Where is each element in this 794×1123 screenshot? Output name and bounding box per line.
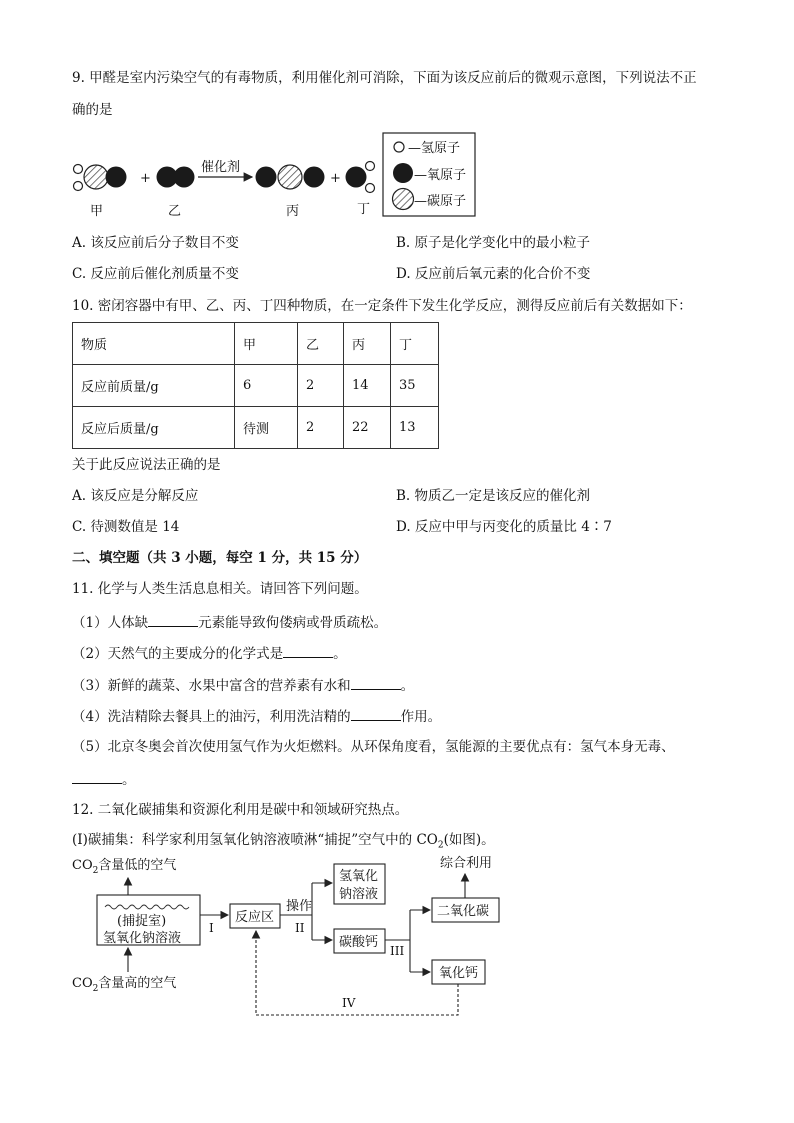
table-cell: 13 [391,407,439,449]
q11-part3: （3）新鲜的蔬菜、水果中富含的营养素有水和 。 [72,675,414,695]
label-jia: 甲 [90,204,104,219]
q11-part5-end: 。 [72,769,136,789]
q10-option-a: A. 该反应是分解反应 [72,488,199,504]
legend-oxygen: —氧原子 [414,168,467,183]
naoh-line2: 钠溶液 [339,887,379,902]
table-cell: 2 [298,407,344,449]
q10-option-c: C. 待测数值是 14 [72,519,180,535]
q9-option-d: D. 反应前后氧元素的化合价不变 [396,266,591,282]
operation-label: 操作 [286,899,313,914]
catalyst-label: 催化剂 [201,160,241,175]
table-row [73,407,439,449]
table-cell: 反应前质量/g [73,365,235,407]
label-yi: 乙 [168,204,182,219]
cao-label: 氧化钙 [439,966,479,981]
naoh-line1: 氢氧化 [339,869,379,884]
co2-label: 二氧化碳 [437,904,490,919]
q12-part1: (Ⅰ)碳捕集：科学家利用氢氧化钠溶液喷淋“捕捉”空气中的 $CO_2$(如图)。 [72,832,495,851]
answer-blank[interactable] [351,675,401,690]
table-header-cell: 丁 [391,323,439,365]
low-co2-air-label: $CO_2$含量低的空气 [72,858,177,876]
q11-stem: 11. 化学与人类生活息息相关。请回答下列问题。 [72,581,368,597]
answer-blank[interactable] [351,706,401,721]
q9-option-a: A. 该反应前后分子数目不变 [72,235,239,251]
table-row [73,365,439,407]
table-cell: 待测 [235,407,298,449]
legend-carbon: —碳原子 [414,194,467,209]
capture-room-label: (捕捉室) [117,914,167,929]
hydrogen-icon [394,142,404,152]
table-header-cell: 丙 [344,323,391,365]
q9-option-c: C. 反应前后催化剂质量不变 [72,266,239,282]
table-cell: 35 [391,365,439,407]
q10-option-b: B. 物质乙一定是该反应的催化剂 [396,488,591,504]
q12-stem: 12. 二氧化碳捕集和资源化利用是碳中和领域研究热点。 [72,802,409,818]
table-header-cell: 物质 [73,323,235,365]
q11-part2: （2）天然气的主要成分的化学式是 。 [72,643,347,663]
q11-part4: （4）洗洁精除去餐具上的油污，利用洗洁精的 作用。 [72,706,441,726]
q11-part1: （1）人体缺 元素能导致佝偻病或骨质疏松。 [72,612,387,632]
step-i-label: I [209,921,214,935]
answer-blank[interactable] [72,769,122,784]
molecule-water [346,162,375,193]
step-iii-label: III [390,944,405,958]
table-header-cell: 甲 [235,323,298,365]
table-cell: 2 [298,365,344,407]
q10-prompt: 关于此反应说法正确的是 [72,457,221,473]
molecule-formaldehyde [74,165,127,191]
section-title: 二、填空题（共 3 小题，每空 1 分，共 15 分） [72,550,368,566]
step-iv-label: IV [342,996,356,1010]
plus-sign-2: + [330,171,341,186]
answer-blank[interactable] [148,612,198,627]
q10-stem: 10. 密闭容器中有甲、乙、丙、丁四种物质，在一定条件下发生化学反应，测得反应前后有关数据如下： [72,298,692,314]
table-cell: 反应后质量/g [73,407,235,449]
plus-sign: + [140,171,151,186]
table-header-row [73,323,439,365]
legend-hydrogen: —氢原子 [408,141,461,156]
table-header-cell: 乙 [298,323,344,365]
label-bing: 丙 [286,204,300,219]
reaction-zone-label: 反应区 [235,910,275,925]
reuse-label: 综合利用 [440,856,493,871]
carbon-icon [393,189,414,210]
q9-stem-line1: 9. 甲醛是室内污染空气的有毒物质，利用催化剂可消除，下面为该反应前后的微观示意图，下列说法不正 [72,70,697,86]
q9-stem-line2: 确的是 [72,102,113,118]
q11-part5: （5）北京冬奥会首次使用氢气作为火炬燃料。从环保角度看，氢能源的主要优点有：氢气本身无毒、 [72,739,675,755]
table-cell: 14 [344,365,391,407]
answer-blank[interactable] [283,643,333,658]
label-ding: 丁 [357,202,371,217]
capture-solution-label: 氢氧化钠溶液 [103,931,182,946]
molecule-carbon-dioxide [256,165,325,189]
oxygen-icon [393,163,413,183]
table-cell: 22 [344,407,391,449]
molecule-oxygen [157,167,195,188]
q10-option-d: D. 反应中甲与丙变化的质量比 4∶7 [396,519,612,535]
caco3-label: 碳酸钙 [339,935,379,950]
spray-wave [105,905,189,909]
q9-option-b: B. 原子是化学变化中的最小粒子 [396,235,591,251]
q10-data-table [72,322,439,449]
step-ii-label: II [295,921,305,935]
high-co2-air-label: $CO_2$含量高的空气 [72,976,177,994]
table-cell: 6 [235,365,298,407]
